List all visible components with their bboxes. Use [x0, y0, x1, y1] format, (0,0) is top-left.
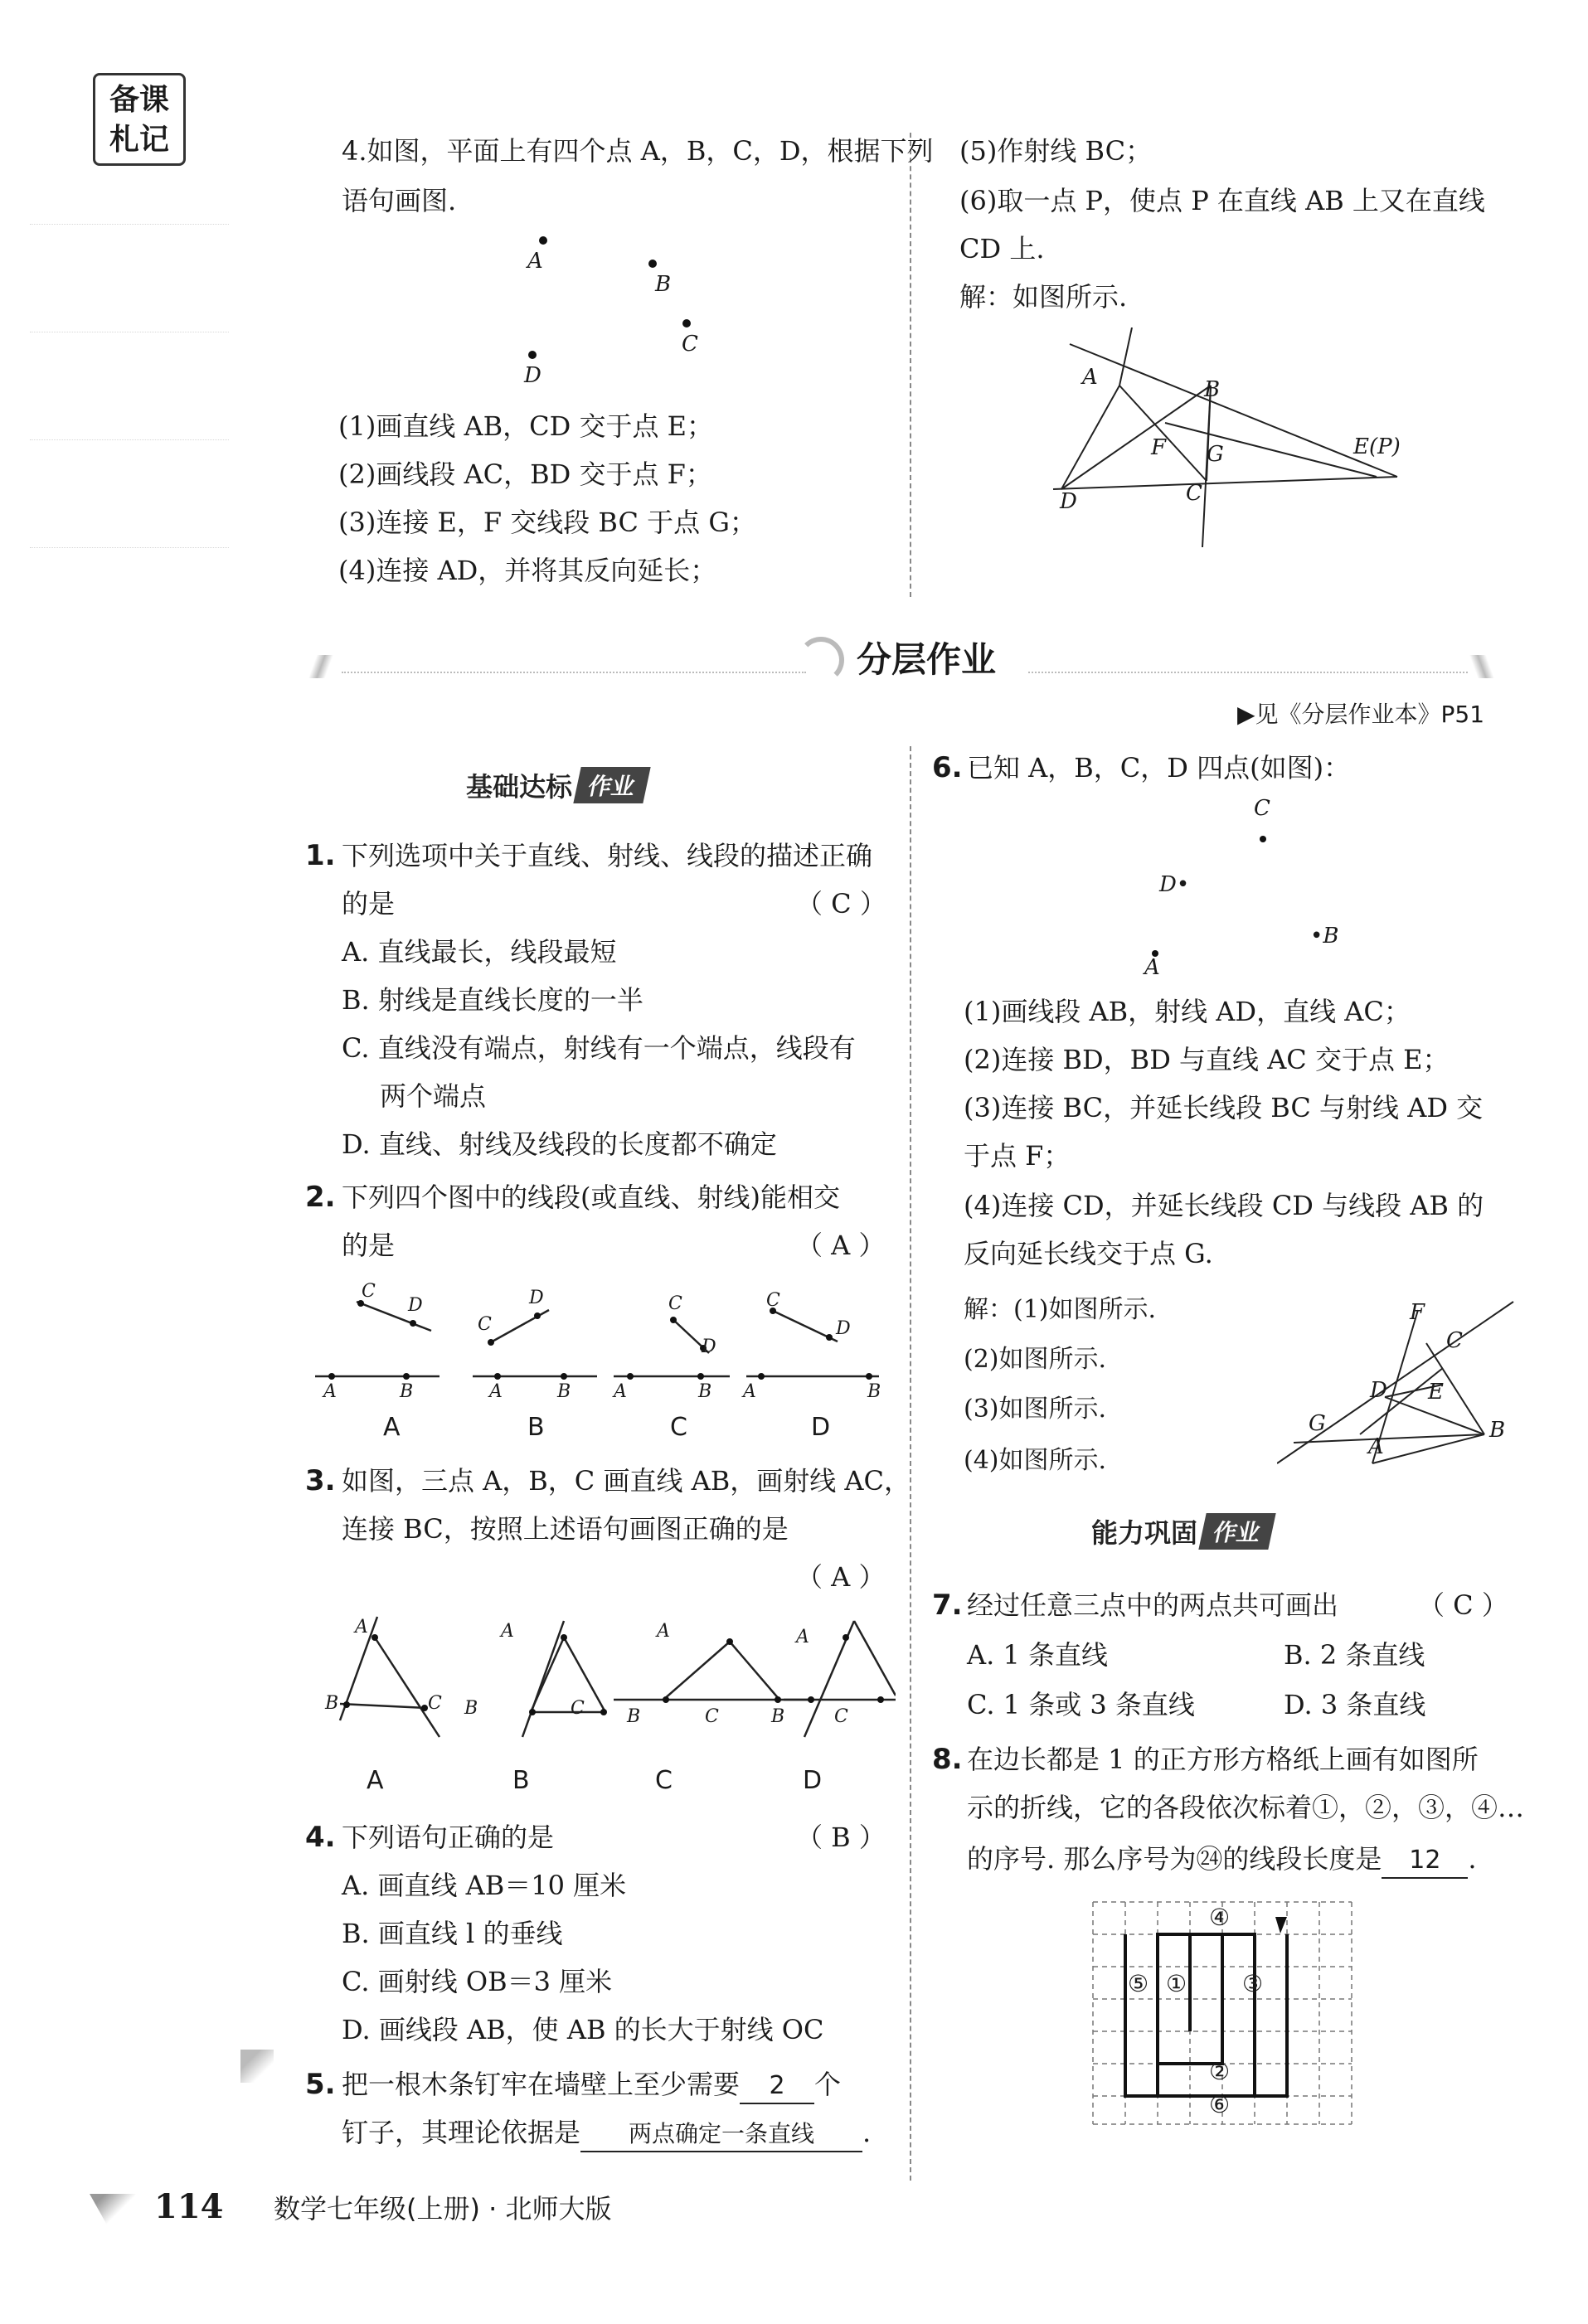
point-a-dot	[539, 236, 547, 245]
basic-q5-line1	[342, 2068, 841, 2104]
q6-fig-label-d: D	[1370, 1378, 1387, 1403]
q6-point-a-label: A	[1144, 955, 1160, 980]
basic-q3-answer: （ A ）	[796, 1561, 886, 1593]
grid-label-2: ②	[1209, 2058, 1231, 2085]
q3a-label-b: B	[325, 1693, 339, 1714]
top-q4-item6-cont: CD 上.	[959, 233, 1045, 264]
right-q6-item3-cont: 于点 F；	[964, 1140, 1071, 1172]
point-d-dot	[528, 351, 537, 359]
q2a-label-d: D	[408, 1295, 423, 1316]
basic-banner	[466, 766, 647, 804]
right-q7-answer: （ C ）	[1418, 1589, 1508, 1621]
q3c-label-a: A	[657, 1621, 670, 1642]
q2c-label-d: D	[702, 1337, 716, 1357]
q2c-label-c: C	[668, 1293, 682, 1314]
basic-q1-option-c-cont: 两个端点	[380, 1080, 487, 1112]
top-q4-stem1: 如图，平面上有四个点 A，B，C，D，根据下列	[367, 135, 934, 167]
basic-q1-stem2: 的是	[342, 888, 396, 919]
q6-point-d-label: D•	[1159, 872, 1190, 897]
right-q6-item3: (3)连接 BC，并延长线段 BC 与射线 AD 交	[964, 1092, 1484, 1123]
q6-point-c-dot	[1260, 836, 1266, 842]
basic-q5-blank1: 2	[740, 2069, 814, 2104]
column-divider-bottom	[910, 746, 911, 2181]
margin-note-line2: 札记	[109, 123, 169, 157]
basic-q1-option-c: C. 直线没有端点，射线有一个端点，线段有	[342, 1032, 856, 1064]
right-q8-stem1: 在边长都是 1 的正方形方格纸上画有如图所	[967, 1744, 1479, 1775]
basic-q3-caption-d: D	[803, 1766, 823, 1795]
q2c-label-b: B	[698, 1381, 712, 1402]
grid-label-3: ③	[1242, 1970, 1264, 1997]
point-c-label: C	[682, 332, 698, 357]
fig-label-g: G	[1207, 442, 1224, 467]
basic-banner-tag: 作业	[573, 767, 650, 803]
notes-line	[30, 439, 229, 440]
q3b-label-a: A	[501, 1621, 514, 1642]
q3c-label-b: B	[627, 1706, 641, 1727]
top-q4-item6: (6)取一点 P，使点 P 在直线 AB 上又在直线	[959, 185, 1485, 216]
q3b-label-c: C	[571, 1698, 585, 1719]
right-q8-stem2: 示的折线，它的各段依次标着①，②，③，④…	[967, 1792, 1525, 1823]
grid-label-4: ④	[1209, 1904, 1231, 1931]
point-b-dot	[648, 260, 657, 268]
basic-q4-option-b: B. 画直线 l 的垂线	[342, 1918, 563, 1949]
margin-note-line1: 备课	[109, 83, 169, 117]
top-q4-line1	[342, 134, 933, 167]
q3b-label-b: B	[464, 1698, 478, 1719]
section-header-icon	[798, 637, 844, 683]
basic-q1-option-a: A. 直线最长，线段最短	[342, 936, 617, 968]
q2d-label-d: D	[836, 1318, 851, 1339]
section-ref: ▶见《分层作业本》P51	[1237, 701, 1485, 728]
basic-banner-name: 基础达标	[466, 771, 573, 803]
q2d-label-a: A	[743, 1381, 756, 1402]
fig-label-b: B	[1204, 377, 1221, 402]
q2b-label-c: C	[478, 1314, 492, 1335]
basic-q5-post1: 个	[814, 2069, 842, 2100]
q3c-label-c: C	[705, 1706, 719, 1727]
q2b-label-d: D	[529, 1288, 544, 1308]
basic-q4-option-a: A. 画直线 AB＝10 厘米	[342, 1870, 627, 1901]
basic-q2-figures	[307, 1277, 904, 1409]
right-q6-solution4: (4)如图所示.	[964, 1446, 1107, 1475]
q3d-label-b: B	[771, 1706, 785, 1727]
fig-label-a: A	[1082, 365, 1098, 390]
right-q6-solution1: 解：(1)如图所示.	[964, 1295, 1157, 1324]
basic-q2-num: 2.	[305, 1181, 336, 1214]
grid-label-1: ①	[1166, 1970, 1187, 1997]
q2a-label-a: A	[323, 1381, 337, 1402]
basic-q1-option-d: D. 直线、射线及线段的长度都不确定	[342, 1128, 777, 1160]
top-q4-item1: (1)画直线 AB，CD 交于点 E；	[338, 410, 713, 442]
basic-q3-caption-a: A	[367, 1766, 384, 1795]
basic-q2-stem2: 的是	[342, 1230, 396, 1261]
footer-decor-icon	[90, 2194, 136, 2227]
right-q7-option-d: D. 3 条直线	[1284, 1689, 1426, 1720]
right-q8-blank: 12	[1382, 1844, 1468, 1879]
basic-q4-option-d: D. 画线段 AB，使 AB 的长大于射线 OC	[342, 2014, 824, 2045]
right-q6-solution3: (3)如图所示.	[964, 1395, 1107, 1424]
top-q4-item5: (5)作射线 BC；	[959, 135, 1153, 167]
footer-book-title: 数学七年级(上册) · 北师大版	[274, 2193, 612, 2225]
right-q7-option-c: C. 1 条或 3 条直线	[967, 1689, 1195, 1720]
basic-q1-option-b: B. 射线是直线长度的一半	[342, 984, 643, 1016]
point-c-dot	[682, 319, 691, 327]
right-q8-pre3: 的序号. 那么序号为㉔的线段长度是	[967, 1843, 1382, 1875]
right-q6-item4: (4)连接 CD，并延长线段 CD 与线段 AB 的	[964, 1190, 1484, 1221]
basic-q4-num: 4.	[305, 1821, 336, 1854]
point-a-label: A	[527, 249, 543, 274]
basic-q3-caption-c: C	[655, 1766, 673, 1795]
basic-q2-answer: （ A ）	[796, 1230, 886, 1261]
basic-q4-stem: 下列语句正确的是	[342, 1822, 555, 1853]
notes-line	[30, 224, 229, 225]
footer-page-number: 114	[154, 2187, 224, 2226]
fig-label-c: C	[1186, 481, 1202, 506]
top-q4-item4: (4)连接 AD，并将其反向延长；	[338, 555, 717, 586]
q2d-label-b: B	[867, 1381, 881, 1402]
right-q7-stem: 经过任意三点中的两点共可画出	[967, 1589, 1339, 1621]
grid-label-6: ⑥	[1209, 2091, 1231, 2118]
basic-q2-caption-a: A	[383, 1413, 401, 1442]
section-header-right-decor	[1469, 655, 1503, 678]
right-q6-num: 6.	[932, 751, 963, 784]
q6-fig-label-f: F	[1410, 1300, 1425, 1325]
top-q4-num: 4.	[342, 135, 367, 167]
right-q8-line3	[967, 1842, 1477, 1879]
q6-fig-label-g: G	[1309, 1411, 1326, 1436]
q3d-label-c: C	[834, 1706, 848, 1727]
right-q6-solution-figure	[1277, 1293, 1518, 1476]
point-d-label: D	[524, 363, 541, 388]
fig-label-f: F	[1151, 435, 1167, 460]
top-q4-item3: (3)连接 E，F 交线段 BC 于点 G；	[338, 507, 756, 538]
q2a-label-c: C	[362, 1281, 376, 1302]
section-title: 分层作业	[857, 639, 997, 680]
basic-q4-option-c: C. 画射线 OB＝3 厘米	[342, 1966, 613, 1997]
basic-q5-post2: .	[862, 2117, 872, 2148]
q6-fig-label-c: C	[1446, 1328, 1463, 1353]
basic-q2-stem1: 下列四个图中的线段(或直线、射线)能相交	[342, 1181, 840, 1213]
basic-q1-num: 1.	[305, 839, 336, 872]
top-q4-solution: 解：如图所示.	[959, 281, 1128, 313]
right-q7-option-b: B. 2 条直线	[1284, 1639, 1425, 1671]
grid-label-5: ⑤	[1128, 1970, 1149, 1997]
q2c-label-a: A	[614, 1381, 627, 1402]
q5-decor	[240, 2050, 274, 2083]
basic-q5-line2	[342, 2116, 871, 2152]
basic-q1-stem1: 下列选项中关于直线、射线、线段的描述正确	[342, 840, 873, 871]
basic-q2-caption-b: B	[527, 1413, 545, 1442]
right-q6-item4-cont: 反向延长线交于点 G.	[964, 1238, 1213, 1269]
right-q6-item1: (1)画线段 AB，射线 AD，直线 AC；	[964, 996, 1411, 1027]
basic-q4-answer: （ B ）	[796, 1822, 886, 1853]
q3d-label-a: A	[796, 1627, 809, 1647]
right-q6-item2: (2)连接 BD，BD 与直线 AC 交于点 E；	[964, 1044, 1450, 1075]
top-q4-stem2: 语句画图.	[342, 185, 457, 216]
q6-fig-label-a: A	[1368, 1434, 1384, 1459]
q3a-label-c: C	[428, 1693, 442, 1714]
section-header-left-decor	[308, 655, 342, 678]
q6-point-c-label: C	[1254, 796, 1270, 821]
basic-q5-pre1: 把一根木条钉牢在墙壁上至少需要	[342, 2069, 741, 2100]
right-q8-num: 8.	[932, 1743, 963, 1776]
basic-q2-caption-c: C	[670, 1413, 687, 1442]
right-q7-num: 7.	[932, 1589, 963, 1622]
margin-note-box	[93, 73, 186, 166]
ability-banner	[1091, 1512, 1272, 1550]
fig-label-e: E(P)	[1353, 434, 1401, 459]
ability-banner-name: 能力巩固	[1091, 1517, 1198, 1549]
basic-q5-blank2: 两点确定一条直线	[580, 2118, 862, 2152]
section-header-rule-right	[1028, 672, 1468, 673]
fig-label-d: D	[1060, 489, 1077, 514]
basic-q3-num: 3.	[305, 1464, 336, 1497]
basic-q3-stem1: 如图，三点 A，B，C 画直线 AB，画射线 AC，	[342, 1465, 911, 1497]
q6-fig-label-e: E	[1428, 1380, 1444, 1405]
basic-q3-stem2: 连接 BC，按照上述语句画图正确的是	[342, 1513, 789, 1545]
right-q8-post3: .	[1468, 1843, 1477, 1875]
point-b-label: B	[655, 272, 672, 297]
basic-q2-caption-d: D	[811, 1413, 831, 1442]
right-q7-option-a: A. 1 条直线	[967, 1639, 1108, 1671]
right-q6-stem: 已知 A，B，C，D 四点(如图)：	[967, 752, 1351, 784]
basic-q3-caption-b: B	[512, 1766, 530, 1795]
q2b-label-b: B	[557, 1381, 571, 1402]
column-divider-top	[910, 133, 911, 597]
q2b-label-a: A	[489, 1381, 503, 1402]
q6-fig-label-b: B	[1489, 1418, 1506, 1443]
q2a-label-b: B	[400, 1381, 414, 1402]
basic-q5-pre2: 钉子，其理论依据是	[342, 2117, 581, 2148]
q2d-label-c: C	[766, 1290, 780, 1311]
notes-line	[30, 547, 229, 548]
q3a-label-a: A	[355, 1617, 368, 1637]
right-q6-solution2: (2)如图所示.	[964, 1345, 1107, 1374]
basic-q5-num: 5.	[305, 2068, 336, 2101]
q6-point-b-label: •B	[1310, 924, 1339, 949]
top-q4-item2: (2)画线段 AC，BD 交于点 F；	[338, 458, 712, 490]
ability-banner-tag: 作业	[1198, 1513, 1275, 1550]
section-header-rule-left	[342, 672, 806, 673]
basic-q1-answer: （ C ）	[796, 888, 886, 919]
